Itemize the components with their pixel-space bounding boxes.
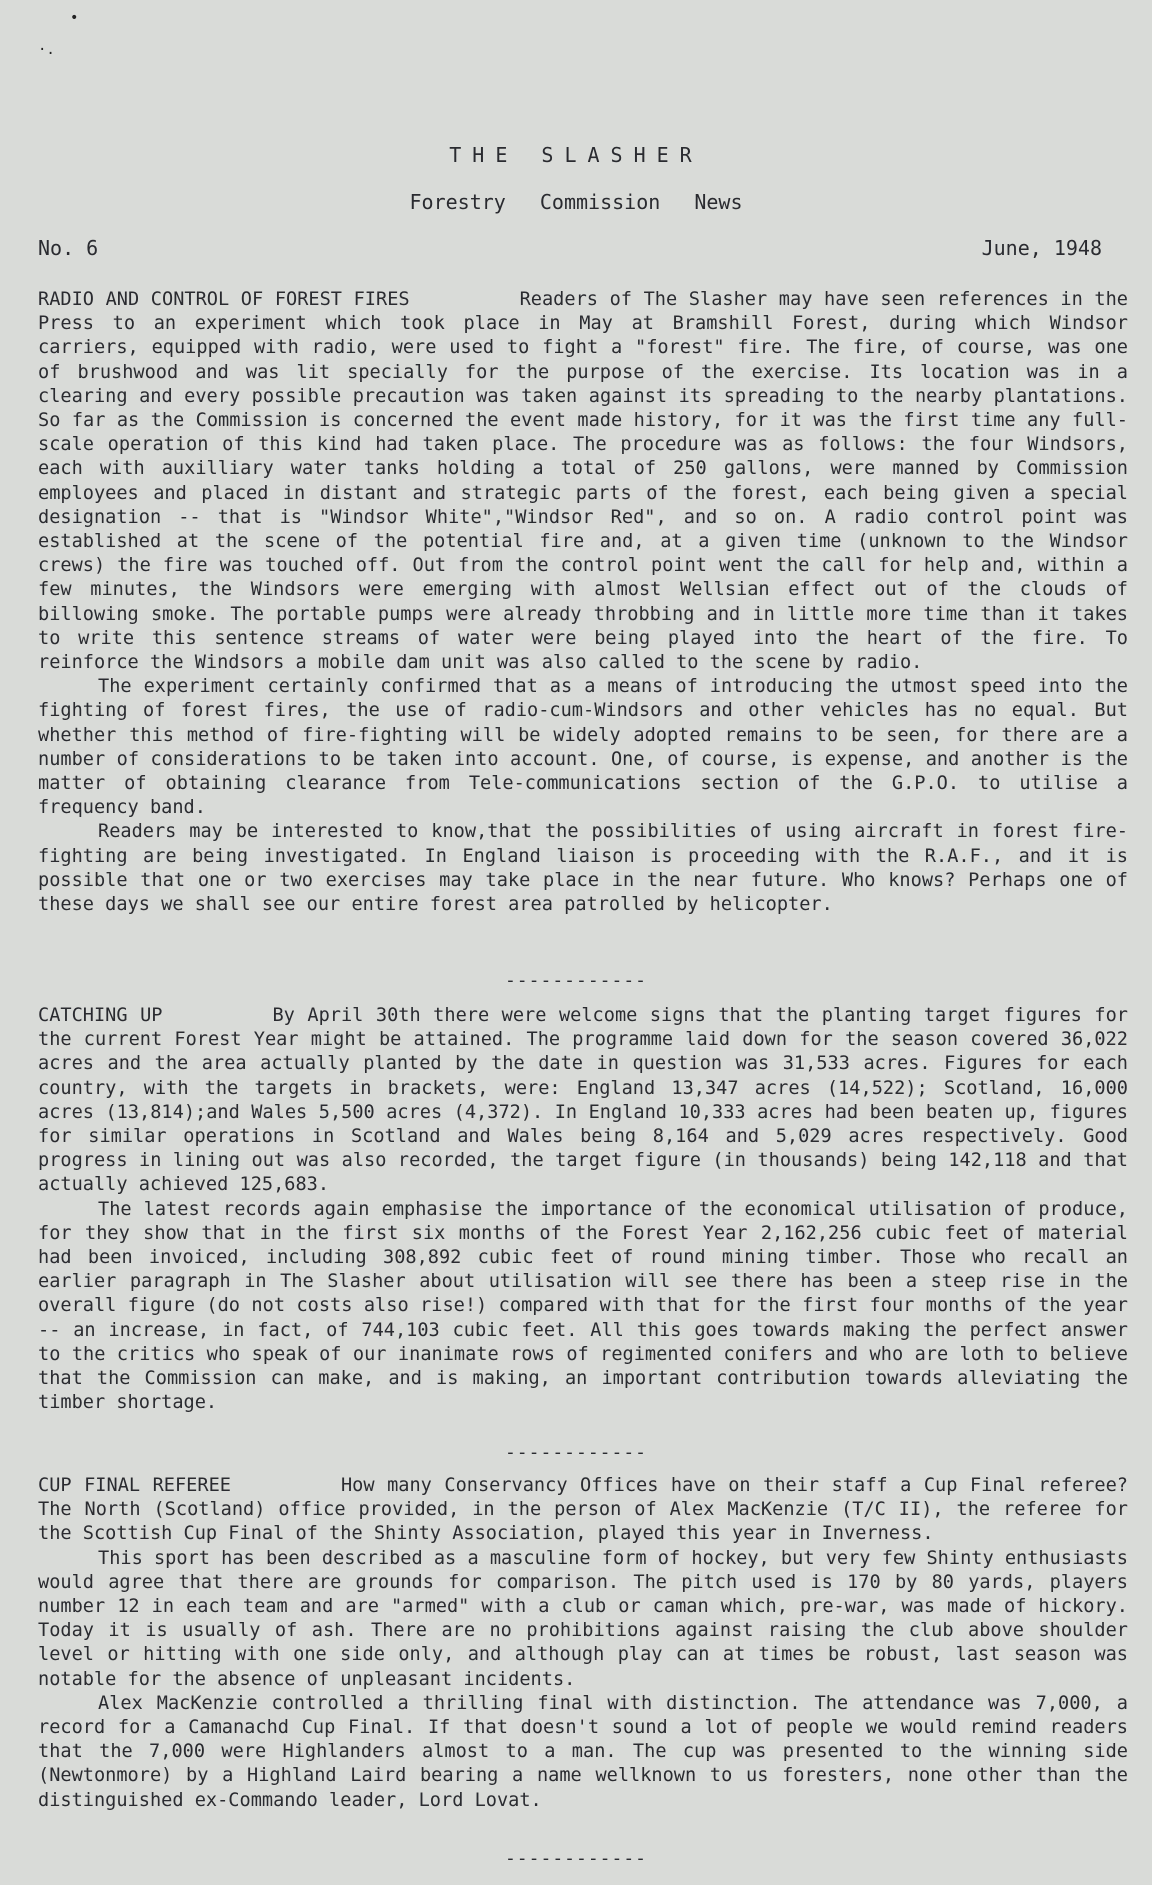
article-heading: CATCHING UP bbox=[38, 1005, 163, 1026]
section-separator: ------------ bbox=[504, 1442, 648, 1463]
ink-speck: • bbox=[70, 10, 79, 26]
issue-number: No. 6 bbox=[38, 236, 99, 260]
article-paragraph: CATCHING UP By April 30th there were welcome signs that the planting target figures for the current Forest Year might be attained. The programme laid down for the season covered 36,022 acres and the area actually planted by the date in question was 31,533 acres. Figures for each country, with the targets in brackets, were: England 13,347 acres (14,522); Scotland, 16,000 acres (13,814);and Wales 5,500 acres (4,372). In England 10,333 acres had been beaten up, figures for similar operations in Scotland and Wales being 8,164 and 5,029 acres respectively. Good progress in lining out was also recorded, the target figure (in thousands) being 142,118 and that actually achieved 125,683. bbox=[38, 1005, 1128, 1196]
article-paragraph: This sport has been described as a masculine form of hockey, but very few Shinty enthusiasts would agree that there are grounds for comparison. The pitch used is 170 by 80 yards, players number 12 in each team and are "armed" with a club or caman which, pre-war, was made of hickory. Today it is usually of ash. There are no prohibitions against raising the club above shoulder level or hitting with one side only, and although play can at times be robust, last season was notable for the absence of unpleasant incidents. bbox=[38, 1547, 1128, 1690]
article-cup-final-referee bbox=[38, 1474, 1128, 1813]
article-heading: RADIO AND CONTROL OF FOREST FIRES bbox=[38, 289, 410, 310]
article-paragraph: Readers may be interested to know,that the possibilities of using aircraft in forest fire-fighting are being investigated. In England liaison is proceeding with the R.A.F., and it is possible that one or two exercises may take place in the near future. Who knows? Perhaps one of these days we shall see our entire forest area patrolled by helicopter. bbox=[38, 821, 1128, 916]
article-heading: CUP FINAL REFEREE bbox=[38, 1475, 231, 1496]
article-paragraph: Alex MacKenzie controlled a thrilling final with distinction. The attendance was 7,000, a record for a Camanachd Cup Final. If that doesn't sound a lot of people we would remind readers that the 7,000 were Highlanders almost to a man. The cup was presented to the winning side (Newtonmore) by a Highland Laird bearing a name wellknown to us foresters, none other than the distinguished ex-Commando leader, Lord Lovat. bbox=[38, 1692, 1128, 1811]
section-separator: ------------ bbox=[504, 1848, 648, 1869]
newsletter-subtitle: Forestry Commission News bbox=[409, 190, 743, 214]
article-paragraph: RADIO AND CONTROL OF FOREST FIRES Readers of The Slasher may have seen references in the Press to an experiment which took place in May at Bramshill Forest, during which Windsor carriers, equipped with radio, were used to fight a "forest" fire. The fire, of course, was one of brushwood and was lit specially for the purpose of the exercise. Its location was in a clearing and every possible precaution was taken against its spreading to the nearby plantations. So far as the Commission is concerned the event made history, for it was the first time any full-scale operation of this kind had taken place. The procedure was as follows: the four Windsors, each with auxilliary water tanks holding a total of 250 gallons, were manned by Commission employees and placed in distant and strategic parts of the forest, each being given a special designation -- that is "Windsor White","Windsor Red", and so on. A radio control point was established at the scene of the potential fire and, at a given time (unknown to the Windsor crews) the fire was touched off. Out from the control point went the call for help and, within a few minutes, the Windsors were emerging with almost Wellsian effect out of the clouds of billowing smoke. The portable pumps were already throbbing and in little more time than it takes to write this sentence streams of water were being played into the heart of the fire. To reinforce the Windsors a mobile dam unit was also called to the scene by radio. bbox=[38, 289, 1128, 674]
article-paragraph: The experiment certainly confirmed that as a means of introducing the utmost speed into the fighting of forest fires, the use of radio-cum-Windsors and other vehicles has no equal. But whether this method of fire-fighting will be widely adopted remains to be seen, for there are a number of considerations to be taken into account. One, of course, is expense, and another is the matter of obtaining clearance from Tele-communications section of the G.P.O. to utilise a frequency band. bbox=[38, 676, 1128, 819]
article-radio-control bbox=[38, 288, 1128, 917]
article-catching-up bbox=[38, 1004, 1128, 1415]
article-paragraph: CUP FINAL REFEREE How many Conservancy Offices have on their staff a Cup Final referee? The North (Scotland) office provided, in the person of Alex MacKenzie (T/C II), the referee for the Scottish Cup Final of the Shinty Association, played this year in Inverness. bbox=[38, 1475, 1128, 1545]
issue-date: June, 1948 bbox=[981, 236, 1102, 260]
ink-speck: ·. bbox=[38, 42, 55, 58]
newsletter-title: THE SLASHER bbox=[449, 143, 703, 167]
article-paragraph: The latest records again emphasise the importance of the economical utilisation of produce, for they show that in the first six months of the Forest Year 2,162,256 cubic feet of material had been invoiced, including 308,892 cubic feet of round mining timber. Those who recall an earlier paragraph in The Slasher about utilisation will see there has been a steep rise in the overall figure (do not costs also rise!) compared with that for the first four months of the year -- an increase, in fact, of 744,103 cubic feet. All this goes towards making the perfect answer to the critics who speak of our inanimate rows of regimented conifers and who are loth to believe that the Commission can make, and is making, an important contribution towards alleviating the timber shortage. bbox=[38, 1198, 1128, 1414]
section-separator: ------------ bbox=[504, 970, 648, 991]
